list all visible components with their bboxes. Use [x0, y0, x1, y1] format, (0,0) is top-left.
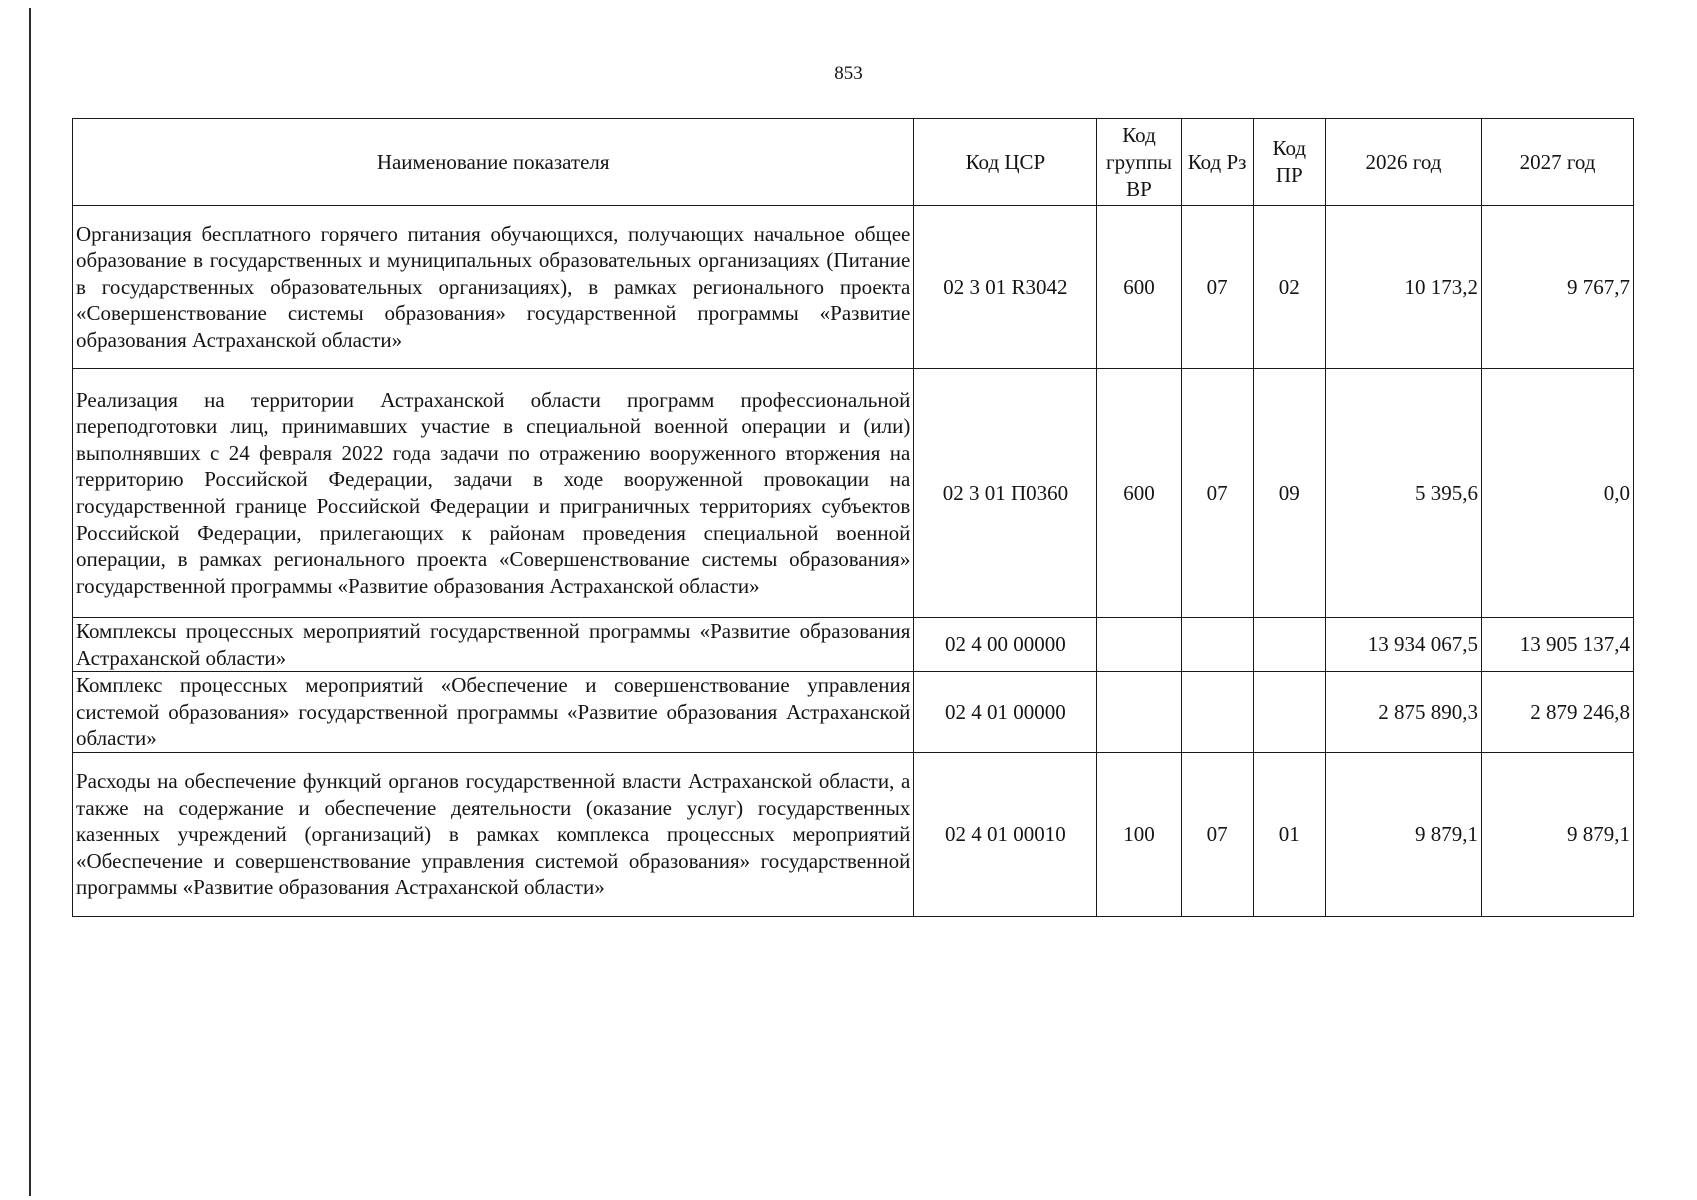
cell-rz: 07	[1181, 206, 1253, 369]
header-2026: 2026 год	[1325, 119, 1481, 206]
cell-csr: 02 4 00 00000	[914, 618, 1097, 672]
cell-name: Расходы на обеспечение функций органов государственной власти Астраханской области, а также на содержание и обеспечение деятельности (оказание услуг) государственных казенных учреждений (организаций) в рамках комплекса процессных мероприятий «Обеспечение и совершенствование управления системой образования» государственной программы «Развитие образования Астраханской области»	[73, 752, 914, 916]
header-row	[73, 119, 1634, 206]
cell-vr	[1097, 672, 1181, 753]
cell-rz: 07	[1181, 752, 1253, 916]
cell-2027: 13 905 137,4	[1482, 618, 1634, 672]
cell-vr: 600	[1097, 206, 1181, 369]
cell-pr	[1253, 672, 1325, 753]
cell-name: Реализация на территории Астраханской области программ профессиональной переподготовки лиц, принимавших участие в специальной военной операции и (или) выполнявших с 24 февраля 2022 года задачи по отражению вооруженного вторжения на территорию Российской Федерации, задачи в ходе вооруженной провокации на государственной границе Российской Федерации и приграничных территориях субъектов Российской Федерации, прилегающих к районам проведения специальной военной операции, в рамках регионального проекта «Совершенствование системы образования» государственной программы «Развитие образования Астраханской области»	[73, 369, 914, 618]
budget-table	[72, 118, 1634, 917]
header-2027: 2027 год	[1482, 119, 1634, 206]
cell-2026: 13 934 067,5	[1325, 618, 1481, 672]
table-row	[73, 672, 1634, 753]
cell-2027: 0,0	[1482, 369, 1634, 618]
header-csr: Код ЦСР	[914, 119, 1097, 206]
cell-2026: 9 879,1	[1325, 752, 1481, 916]
cell-csr: 02 3 01 R3042	[914, 206, 1097, 369]
table-row	[73, 369, 1634, 618]
cell-vr: 100	[1097, 752, 1181, 916]
header-name: Наименование показателя	[73, 119, 914, 206]
cell-pr: 02	[1253, 206, 1325, 369]
cell-name: Комплекс процессных мероприятий «Обеспечение и совершенствование управления системой образования» государственной программы «Развитие образования Астраханской области»	[73, 672, 914, 753]
cell-pr: 01	[1253, 752, 1325, 916]
cell-pr: 09	[1253, 369, 1325, 618]
cell-vr: 600	[1097, 369, 1181, 618]
cell-2026: 10 173,2	[1325, 206, 1481, 369]
cell-rz	[1181, 672, 1253, 753]
cell-2026: 5 395,6	[1325, 369, 1481, 618]
table-row	[73, 206, 1634, 369]
header-rz: Код Рз	[1181, 119, 1253, 206]
header-pr: Код ПР	[1253, 119, 1325, 206]
cell-name: Комплексы процессных мероприятий государственной программы «Развитие образования Астраханской области»	[73, 618, 914, 672]
cell-2027: 2 879 246,8	[1482, 672, 1634, 753]
scan-edge-line	[29, 8, 31, 1196]
cell-2027: 9 767,7	[1482, 206, 1634, 369]
table-row	[73, 752, 1634, 916]
cell-vr	[1097, 618, 1181, 672]
header-vr: Код группы ВР	[1097, 119, 1181, 206]
cell-pr	[1253, 618, 1325, 672]
cell-2027: 9 879,1	[1482, 752, 1634, 916]
cell-csr: 02 3 01 П0360	[914, 369, 1097, 618]
cell-2026: 2 875 890,3	[1325, 672, 1481, 753]
cell-name: Организация бесплатного горячего питания обучающихся, получающих начальное общее образование в государственных и муниципальных образовательных организациях (Питание в государственных образовательных организациях), в рамках регионального проекта «Совершенствование системы образования» государственной программы «Развитие образования Астраханской области»	[73, 206, 914, 369]
cell-rz: 07	[1181, 369, 1253, 618]
cell-csr: 02 4 01 00010	[914, 752, 1097, 916]
page-number: 853	[834, 63, 863, 84]
table-row	[73, 618, 1634, 672]
cell-rz	[1181, 618, 1253, 672]
cell-csr: 02 4 01 00000	[914, 672, 1097, 753]
